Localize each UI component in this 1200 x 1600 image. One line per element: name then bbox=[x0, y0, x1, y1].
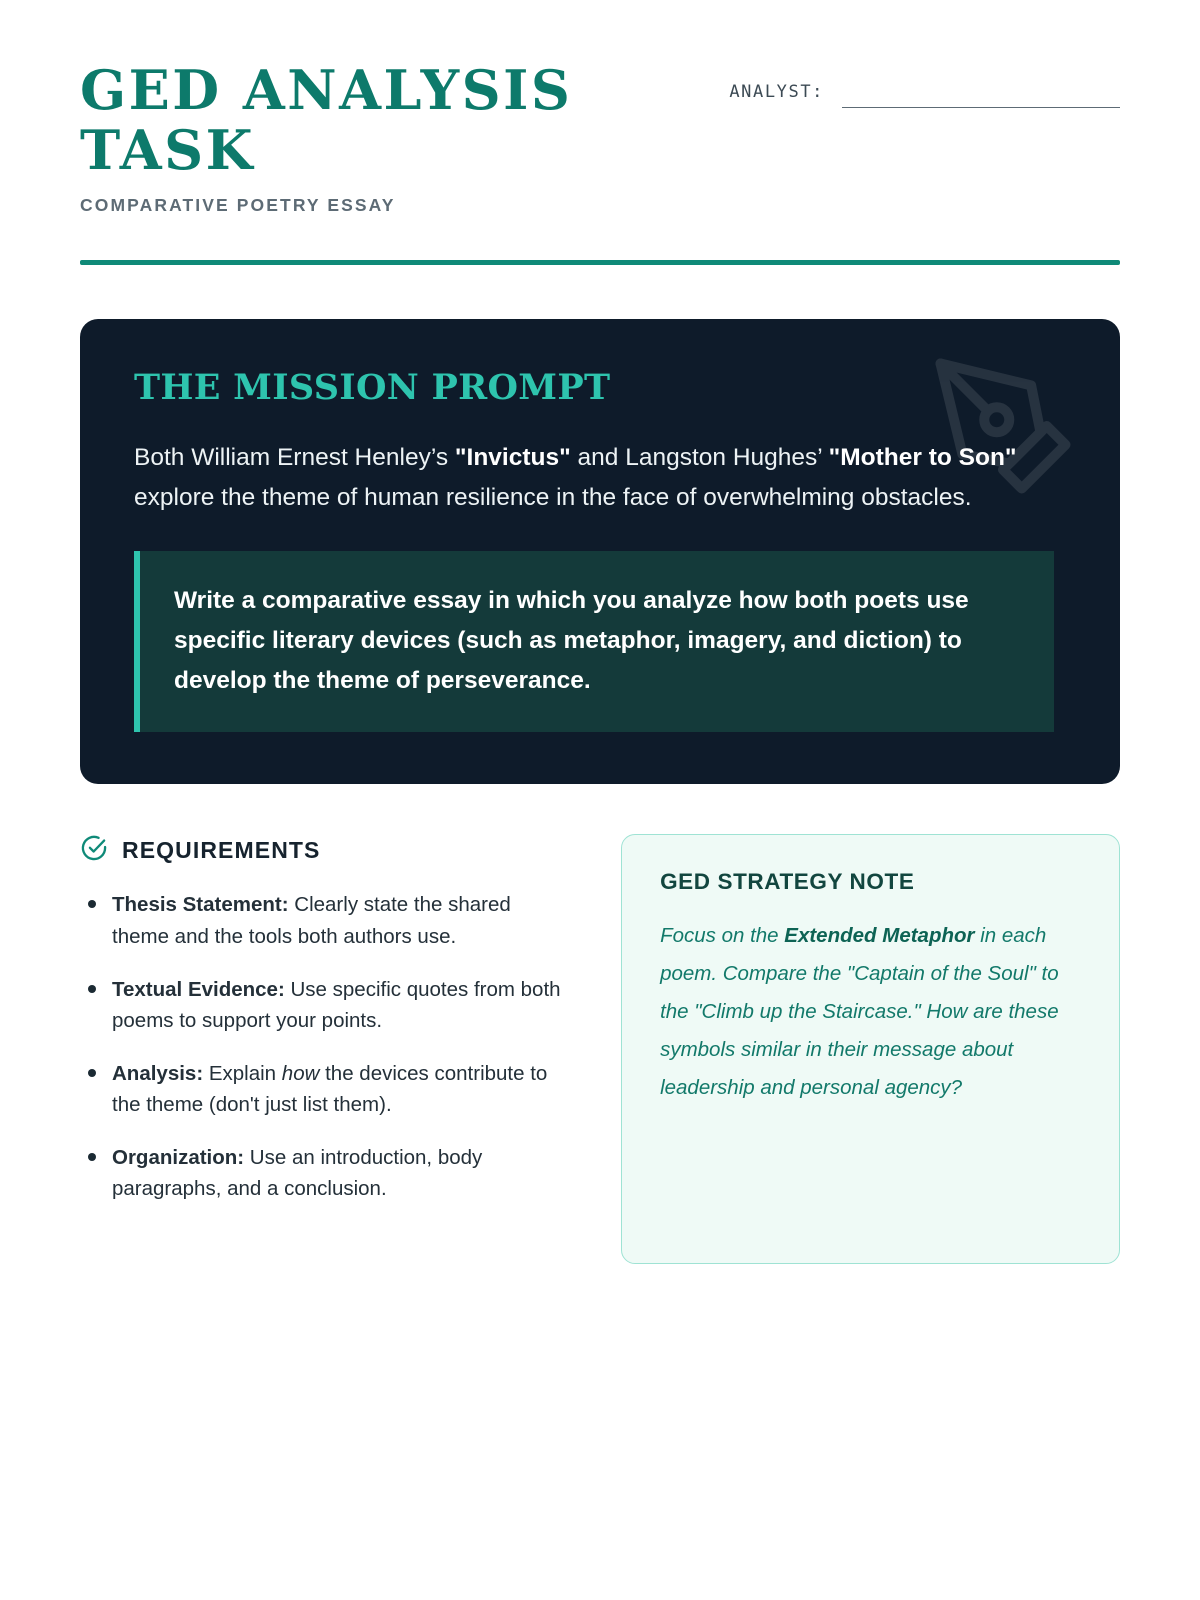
requirements-heading: REQUIREMENTS bbox=[122, 837, 321, 864]
requirement-text: Use an introduction, body paragraphs, and a conclusion. bbox=[112, 1146, 483, 1201]
requirements-list bbox=[80, 889, 569, 1204]
header-divider bbox=[80, 260, 1120, 265]
pen-nib-icon bbox=[928, 351, 1078, 506]
list-item bbox=[80, 1142, 569, 1204]
mission-intro bbox=[134, 438, 1034, 517]
mission-intro-part2: and Langston Hughes’ bbox=[570, 443, 829, 471]
requirement-text: Clearly state the shared theme and the tools both authors use. bbox=[112, 893, 511, 948]
mission-callout bbox=[134, 551, 1054, 732]
strategy-column bbox=[621, 834, 1120, 1264]
mission-intro-part1: Both William Ernest Henley’s bbox=[134, 443, 455, 471]
mission-intro-part3: explore the theme of human resilience in the face of overwhelming obstacles. bbox=[134, 483, 972, 511]
lower-section bbox=[80, 834, 1120, 1264]
requirement-label: Thesis Statement: bbox=[112, 893, 289, 917]
requirement-text-a: Explain bbox=[203, 1062, 282, 1085]
requirements-header bbox=[80, 834, 569, 867]
title-block bbox=[80, 60, 700, 216]
requirement-text: Use specific quotes from both poems to support your points. bbox=[112, 977, 561, 1032]
strategy-note-box bbox=[621, 834, 1120, 1264]
requirement-label: Organization: bbox=[112, 1146, 245, 1170]
poem-title-mother-to-son: "Mother to Son" bbox=[828, 443, 1017, 471]
analyst-input[interactable] bbox=[842, 82, 1120, 108]
list-item bbox=[80, 974, 569, 1036]
strategy-text-a: Focus on the bbox=[660, 924, 785, 948]
analyst-label: ANALYST: bbox=[729, 82, 824, 102]
mission-prompt-card bbox=[80, 319, 1120, 784]
mission-heading: THE MISSION PROMPT bbox=[134, 366, 611, 408]
requirement-emphasis: how bbox=[281, 1062, 320, 1085]
strategy-emphasis: Extended Metaphor bbox=[784, 924, 975, 948]
requirement-text-b: the devices contribute to the theme (don't just list them). bbox=[112, 1062, 548, 1117]
requirement-label: Textual Evidence: bbox=[112, 977, 285, 1001]
document-header bbox=[80, 60, 1120, 216]
check-circle-icon bbox=[80, 834, 108, 867]
analyst-field-group bbox=[729, 82, 1120, 108]
strategy-text-b: in each poem. Compare the "Captain of the Soul" to the "Climb up the Staircase." How are these symbols similar in their message about leadership and personal agency? bbox=[660, 924, 1059, 1100]
mission-callout-text: Write a comparative essay in which you analyze how both poets use specific literary devices (such as metaphor, imagery, and diction) to develop the theme of perseverance. bbox=[174, 587, 969, 694]
requirements-column bbox=[80, 834, 569, 1226]
page-title: GED ANALYSIS TASK bbox=[80, 58, 573, 183]
list-item bbox=[80, 1058, 569, 1120]
strategy-note-text bbox=[660, 917, 1081, 1107]
poem-title-invictus: "Invictus" bbox=[454, 443, 571, 471]
list-item bbox=[80, 889, 569, 951]
strategy-note-heading: GED STRATEGY NOTE bbox=[660, 869, 915, 895]
requirement-label: Analysis: bbox=[112, 1062, 204, 1085]
page-subtitle: COMPARATIVE POETRY ESSAY bbox=[80, 194, 396, 215]
